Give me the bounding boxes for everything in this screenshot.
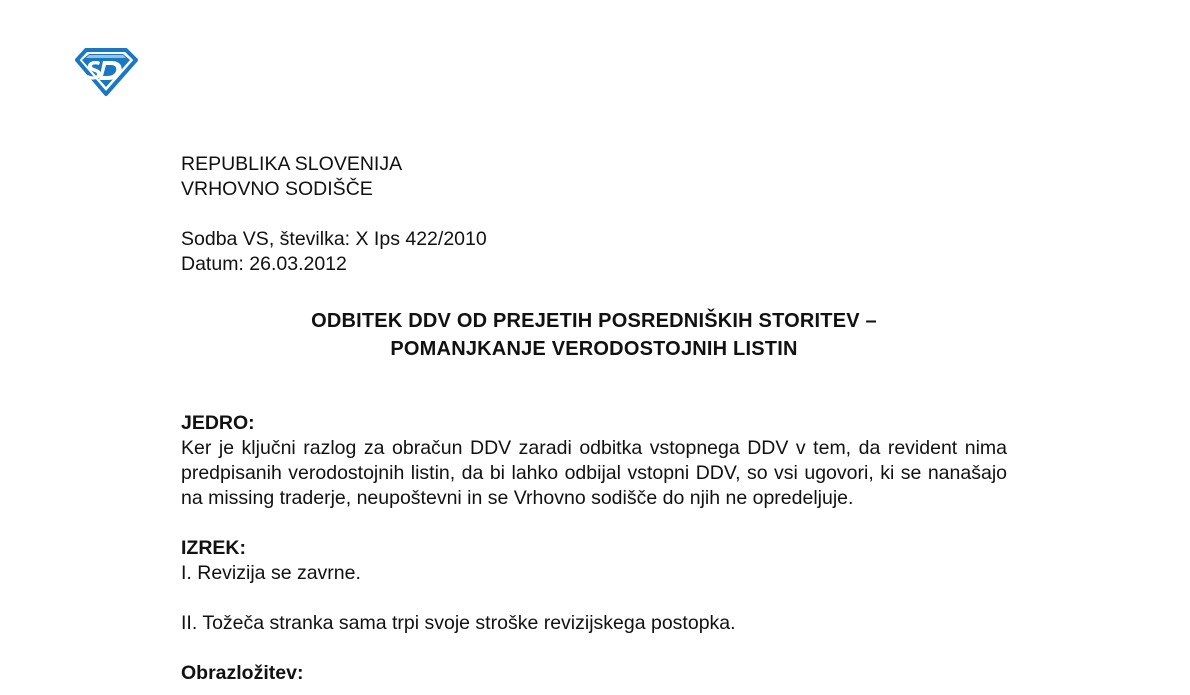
case-date: Datum: 26.03.2012 [181, 253, 347, 275]
izrek-item-1: I. Revizija se zavrne. [181, 562, 361, 584]
jedro-heading: JEDRO: [181, 412, 255, 434]
court-header [181, 152, 1007, 202]
sd-logo-icon [72, 46, 140, 96]
izrek-item-2: II. Tožeča stranka sama trpi svoje stroške revizijskega postopka. [181, 612, 736, 634]
title-line-2: POMANJKANJE VERODOSTOJNIH LISTIN [390, 338, 798, 360]
court-name: VRHOVNO SODIŠČE [181, 178, 373, 200]
title-line-1: ODBITEK DDV OD PREJETIH POSREDNIŠKIH STORITEV – [311, 310, 877, 332]
court-country: REPUBLIKA SLOVENIJA [181, 153, 403, 175]
jedro-section [181, 411, 1007, 511]
izrek-section [181, 536, 1007, 636]
document-title [181, 307, 1007, 363]
case-number: Sodba VS, številka: X Ips 422/2010 [181, 228, 487, 250]
obrazlozitev-heading: Obrazložitev: [181, 662, 304, 684]
izrek-heading: IZREK: [181, 537, 246, 559]
jedro-paragraph: Ker je ključni razlog za obračun DDV zaradi odbitka vstopnega DDV v tem, da revident nima predpisanih verodostojnih listin, da bi lahko odbijal vstopni DDV, so vsi ugovori, ki se nanašajo na missing traderje, neupoštevni in se Vrhovno sodišče do njih ne opredeljuje. [181, 437, 1007, 509]
case-info [181, 227, 1007, 277]
document-body [181, 152, 1007, 686]
